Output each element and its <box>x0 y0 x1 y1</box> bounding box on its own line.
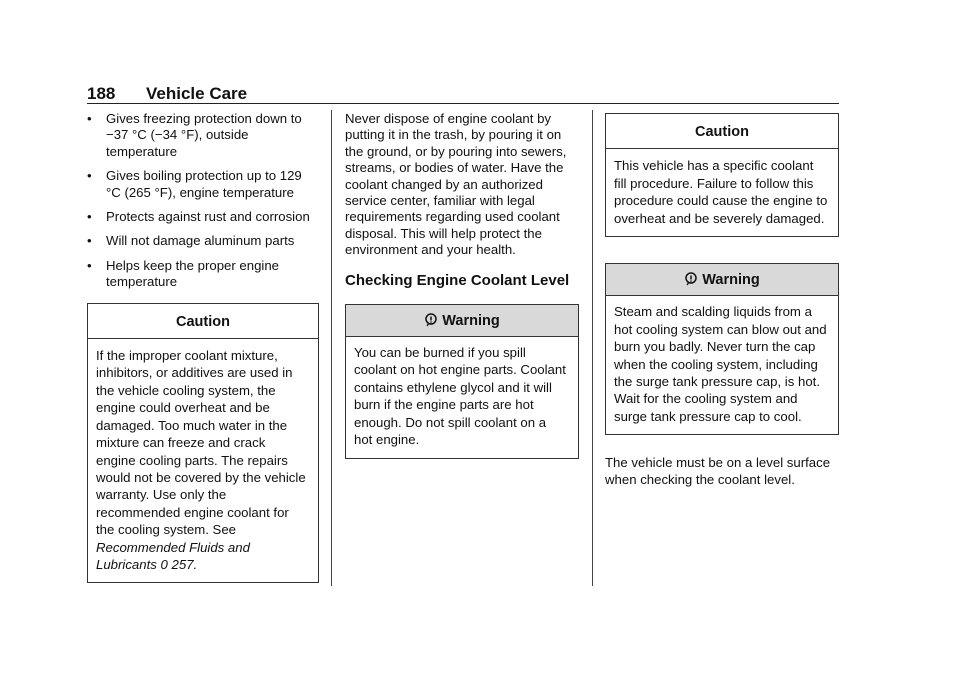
column-1 <box>87 111 319 583</box>
disposal-paragraph: Never dispose of engine coolant by putting it in the trash, by pouring it on the ground, or by pouring into sewers, streams, or bodies of water. Have the coolant changed by an authorized service center, familiar with legal requirements regarding used coolant disposal. This will help protect the environment and your health. <box>345 111 567 258</box>
bullet-glyph: • <box>87 209 92 225</box>
coolant-benefits-list <box>87 111 319 291</box>
warning-box-burn <box>345 304 579 459</box>
caution-title: Caution <box>695 124 749 140</box>
list-item <box>87 209 319 225</box>
warning-header <box>346 305 578 337</box>
list-item <box>87 233 319 249</box>
warning-title: Warning <box>702 272 760 289</box>
warning-text: Steam and scalding liquids from a hot cooling system can blow out and burn you badly. Never turn the cap when the cooling system, including the surge tank pressure cap, is hot. Wait for the cooling system and surge tank pressure cap to cool. <box>614 304 827 424</box>
bullet-glyph: • <box>87 233 92 249</box>
caution-text: This vehicle has a specific coolant fill procedure. Failure to follow this procedure could cause the engine to overheat and be severely damaged. <box>606 148 838 236</box>
bullet-glyph: • <box>87 257 92 273</box>
bullet-glyph: • <box>87 168 92 184</box>
caution-text: If the improper coolant mixture, inhibitors, or additives are used in the vehicle cooling system, the engine could overheat and be damaged. Too much water in the mixture can freeze and crack engine cooling parts. The repairs would not be covered by the vehicle warranty. Use only the recommended engine coolant for the cooling system. See <box>96 348 306 538</box>
list-item <box>87 111 319 160</box>
caution-title: Caution <box>176 313 230 330</box>
list-item-text: Protects against rust and corrosion <box>106 209 310 225</box>
list-item-text: Gives freezing protection down to −37 °C (−34 °F), outside temperature <box>106 111 302 159</box>
section-heading: Checking Engine Coolant Level <box>345 271 570 289</box>
caution-box-mixture <box>87 303 319 584</box>
warning-title: Warning <box>442 312 500 329</box>
warning-text: You can be burned if you spill coolant on hot engine parts. Coolant contains ethylene glycol and it will burn if the engine parts are hot enough. Do not spill coolant on a hot engine. <box>354 345 566 448</box>
column-divider-1 <box>331 110 332 586</box>
warning-box-steam <box>605 263 839 435</box>
column-2 <box>345 111 579 459</box>
header-rule <box>87 103 839 104</box>
column-divider-2 <box>592 110 593 586</box>
list-item <box>87 168 319 201</box>
warning-icon <box>424 313 438 327</box>
page-number: 188 <box>87 84 116 103</box>
page-header <box>87 84 839 104</box>
list-item-text: Will not damage aluminum parts <box>106 233 295 249</box>
reference-page: 257. <box>171 556 198 572</box>
page-ref-arrow-icon: 0 <box>160 556 168 572</box>
caution-box-fill-procedure <box>605 113 839 237</box>
list-item <box>87 258 319 291</box>
fluids-reference-link[interactable]: Recommended Fluids and Lubricants <box>96 539 250 572</box>
warning-icon <box>684 272 698 286</box>
list-item-text: Gives boiling protection up to 129 °C (265 °F), engine temperature <box>106 168 302 200</box>
section-title: Vehicle Care <box>146 84 248 103</box>
list-item-text: Helps keep the proper engine temperature <box>106 257 280 290</box>
level-paragraph: The vehicle must be on a level surface when checking the coolant level. <box>605 455 831 487</box>
bullet-glyph: • <box>87 111 92 126</box>
warning-header <box>606 264 838 296</box>
caution-body <box>88 338 318 582</box>
column-3 <box>605 113 839 488</box>
